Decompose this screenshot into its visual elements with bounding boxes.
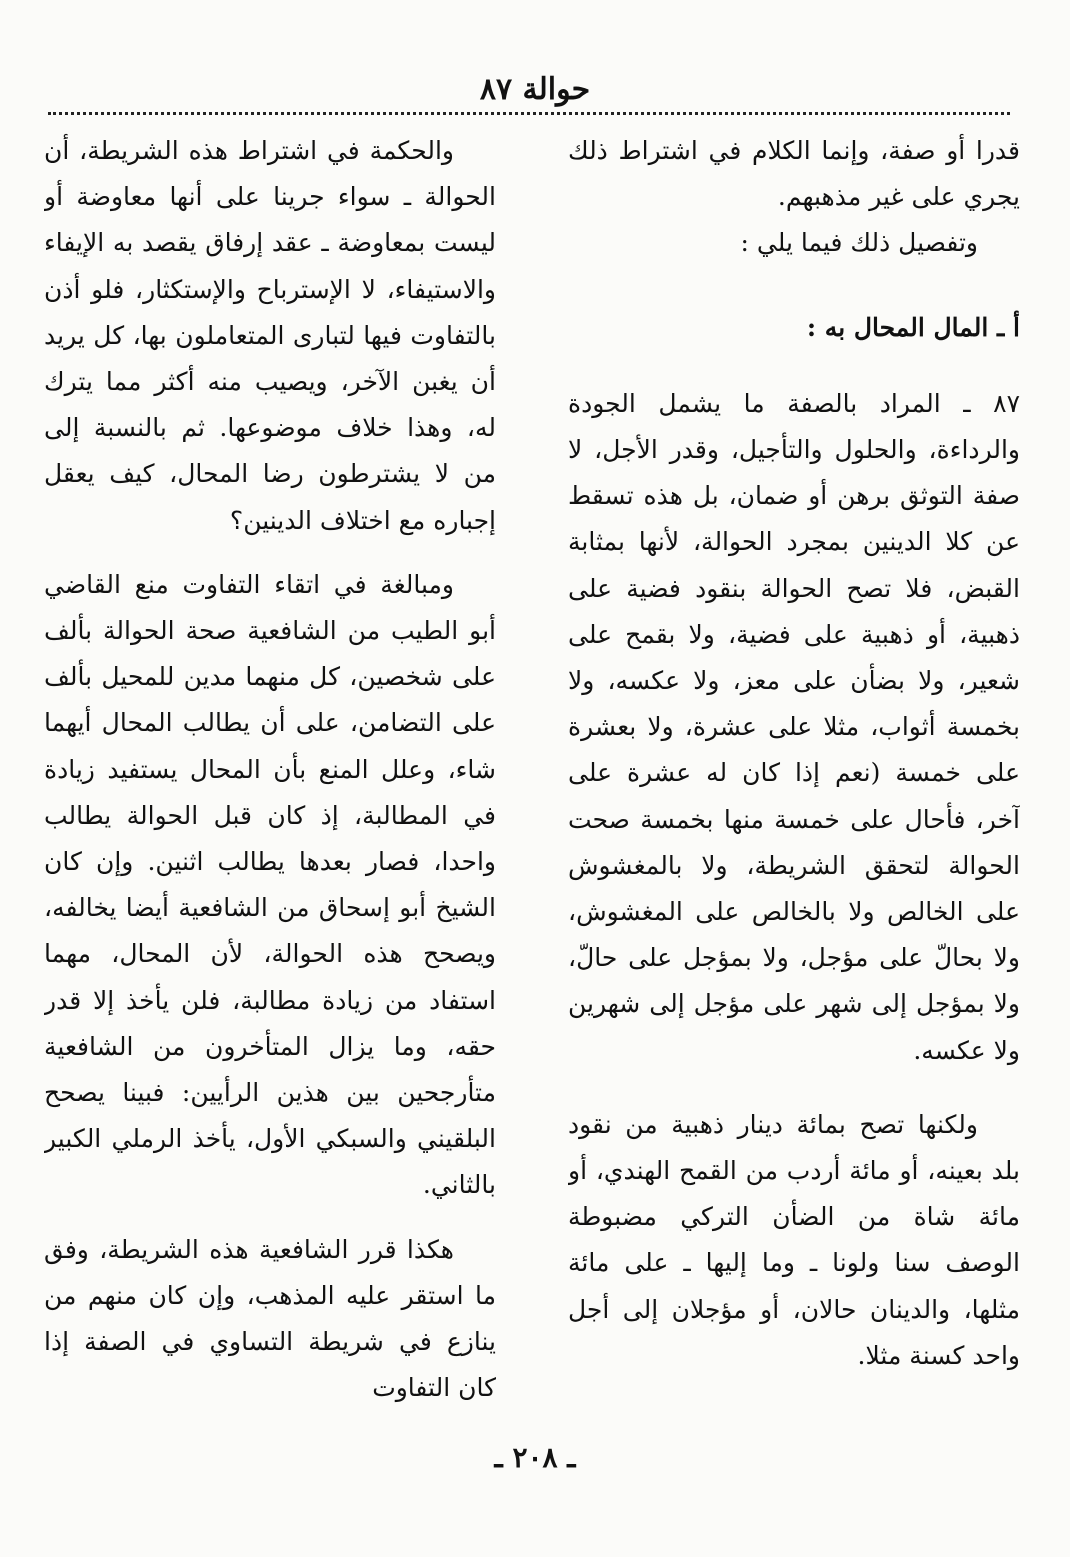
right-paragraph-3: ٨٧ ـ المراد بالصفة ما يشمل الجودة والرداءة، والحلول والتأجيل، وقدر الأجل، لا صفة التوثق برهن أو ضمان، بل هذه تسقط عن كلا الدينين بمجرد الحوالة، لأنها بمثابة القبض، فلا تصح الحوالة بنقود فضية على ذهبية، أو ذهبية على فضية، ولا بقمح على شعير، ولا بضأن على معز، ولا عكسه، ولا بخمسة أثواب، مثلا على عشرة، ولا بعشرة على خمسة (نعم إذا كان له عشرة على آخر، فأحال على خمسة منها بخمسة صحت الحوالة لتحقق الشريطة، ولا بالمغشوش على الخالص ولا بالخالص على المغشوش، ولا بحالّ على مؤجل، ولا بمؤجل على حالّ، ولا بمؤجل إلى شهر على مؤجل إلى شهرين ولا عكسه. <box>568 388 1020 1065</box>
left-paragraph-3: هكذا قرر الشافعية هذه الشريطة، وفق ما استقر عليه المذهب، وإن كان منهم من ينازع في شريطة التساوي في الصفة إذا كان التفاوت <box>44 1234 496 1403</box>
page-title: حوالة ٨٧ <box>479 72 591 107</box>
right-paragraph-4: ولكنها تصح بمائة دينار ذهبية من نقود بلد بعينه، أو مائة أردب من القمح الهندي، أو مائة شاة من الضأن التركي مضبوطة الوصف سنا ولونا ـ وما إليها ـ على مائة مثلها، والدينان حالان، أو مؤجلان إلى أجل واحد كسنة مثلا. <box>568 1109 1020 1370</box>
right-paragraph-2: وتفصيل ذلك فيما يلي : <box>740 228 978 258</box>
right-column <box>568 128 1020 1447</box>
left-column <box>44 128 496 1447</box>
section-heading: أ ـ المال المحال به : <box>806 312 1020 342</box>
page-number: ـ ٢٠٨ ـ <box>494 1441 576 1474</box>
right-paragraph-1: قدرا أو صفة، وإنما الكلام في اشتراط ذلك يجري على غير مذهبهم. <box>568 136 1020 212</box>
left-paragraph-1: والحكمة في اشتراط هذه الشريطة، أن الحوالة ـ سواء جرينا على أنها معاوضة أو ليست بمعاوضة ـ عقد إرفاق يقصد به الإيفاء والاستيفاء، لا الإسترباح والإستكثار، فلو أذن بالتفاوت فيها لتبارى المتعاملون بها، كل يريد أن يغبن الآخر، ويصيب منه أكثر مما يترك له، وهذا خلاف موضوعها. ثم بالنسبة إلى من لا يشترطون رضا المحال، كيف يعقل إجباره مع اختلاف الدينين؟ <box>44 136 496 535</box>
header-dotted-rule <box>48 112 1010 115</box>
left-paragraph-2: ومبالغة في اتقاء التفاوت منع القاضي أبو الطيب من الشافعية صحة الحوالة بألف على شخصين، كل منهما مدين للمحيل بألف على التضامن، على أن يطالب المحال أيهما شاء، وعلل المنع بأن المحال يستفيد زيادة في المطالبة، إذ كان قبل الحوالة يطالب واحدا، فصار بعدها يطالب اثنين. وإن كان الشيخ أبو إسحاق من الشافعية أيضا يخالفه، ويصحح هذه الحوالة، لأن المحال، مهما استفاد من زيادة مطالبة، فلن يأخذ إلا قدر حقه، وما يزال المتأخرون من الشافعية متأرجحين بين هذين الرأيين: فبينا يصحح البلقيني والسبكي الأول، يأخذ الرملي الكبير بالثاني. <box>44 569 496 1200</box>
